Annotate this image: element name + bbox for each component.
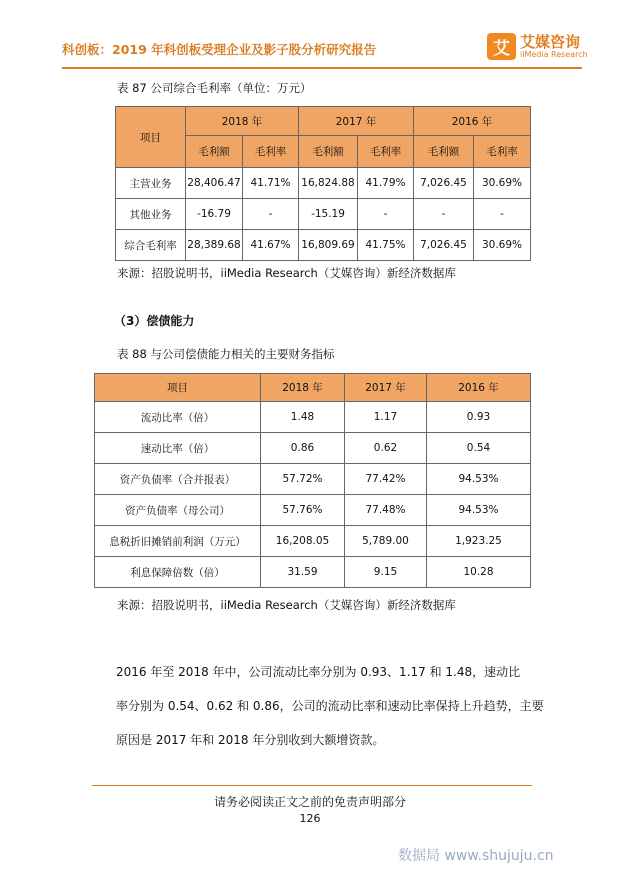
watermark: 数据局 www.shujuju.cn [398, 848, 554, 864]
table-cell: 57.72% [261, 464, 345, 495]
table-cell: 10.28 [427, 557, 531, 588]
body-paragraph-line: 原因是 2017 年和 2018 年分别收到大额增资款。 [116, 733, 385, 747]
table-row [116, 230, 531, 261]
year-header: 2018 年 [186, 107, 299, 136]
table-cell: 30.69% [474, 168, 531, 199]
gross-margin-table [115, 106, 531, 261]
row-label: 综合毛利率 [116, 230, 186, 261]
table-cell: 16,824.88 [299, 168, 358, 199]
table-row [95, 402, 531, 433]
logo-mark-icon: 艾 [487, 33, 516, 60]
table-cell: 28,406.47 [186, 168, 243, 199]
year-header: 2017 年 [299, 107, 414, 136]
table-cell: 28,389.68 [186, 230, 243, 261]
disclaimer-notice: 请务必阅读正文之前的免责声明部分 [213, 795, 406, 809]
table87-caption: 表 87 公司综合毛利率（单位：万元） [117, 81, 312, 95]
year-header: 2016 年 [427, 374, 531, 402]
table-cell: 94.53% [427, 464, 531, 495]
table-cell: 41.67% [243, 230, 299, 261]
logo-name-cn: 艾媒咨询 [520, 32, 581, 51]
table-cell: 7,026.45 [414, 230, 474, 261]
subheader-gross-profit: 毛利额 [299, 136, 358, 168]
table-cell: 5,789.00 [345, 526, 427, 557]
table-cell: 57.76% [261, 495, 345, 526]
table88-source: 来源：招股说明书，iiMedia Research（艾媒咨询）新经济数据库 [117, 598, 456, 612]
table-cell: 41.75% [358, 230, 414, 261]
year-header: 2017 年 [345, 374, 427, 402]
row-label: 流动比率（倍） [95, 402, 261, 433]
subheader-gross-margin: 毛利率 [243, 136, 299, 168]
subheader-gross-margin: 毛利率 [474, 136, 531, 168]
table-cell: 0.62 [345, 433, 427, 464]
header-divider [62, 67, 582, 69]
solvency-table [94, 373, 531, 588]
subheader-gross-profit: 毛利额 [414, 136, 474, 168]
table-row [116, 199, 531, 230]
row-label: 利息保障倍数（倍） [95, 557, 261, 588]
table-cell: 0.54 [427, 433, 531, 464]
table-cell: -15.19 [299, 199, 358, 230]
iimedia-logo [487, 33, 588, 60]
page-number: 126 [299, 812, 321, 825]
table-cell: 0.86 [261, 433, 345, 464]
year-header: 2018 年 [261, 374, 345, 402]
table-cell: - [474, 199, 531, 230]
body-paragraph-line: 2016 年至 2018 年中，公司流动比率分别为 0.93、1.17 和 1.48，速动比 [116, 665, 521, 679]
table-cell: 9.15 [345, 557, 427, 588]
table-cell: 77.48% [345, 495, 427, 526]
body-paragraph-line: 率分别为 0.54、0.62 和 0.86，公司的流动比率和速动比率保持上升趋势，主要 [116, 699, 544, 713]
table-cell: 1,923.25 [427, 526, 531, 557]
table-cell: 41.79% [358, 168, 414, 199]
table-row [95, 495, 531, 526]
subheader-gross-profit: 毛利额 [186, 136, 243, 168]
row-label: 资产负债率（母公司） [95, 495, 261, 526]
table-cell: 1.17 [345, 402, 427, 433]
report-title: 科创板：2019 年科创板受理企业及影子股分析研究报告 [62, 42, 377, 57]
row-label: 主营业务 [116, 168, 186, 199]
row-label: 资产负债率（合并报表） [95, 464, 261, 495]
table88-caption: 表 88 与公司偿债能力相关的主要财务指标 [117, 347, 335, 361]
row-label: 息税折旧摊销前利润（万元） [95, 526, 261, 557]
table-cell: 0.93 [427, 402, 531, 433]
table-cell: 1.48 [261, 402, 345, 433]
logo-name-en: iiMedia Research [520, 49, 588, 59]
table-cell: - [358, 199, 414, 230]
table-row [116, 168, 531, 199]
table87-source: 来源：招股说明书，iiMedia Research（艾媒咨询）新经济数据库 [117, 266, 456, 280]
table-cell: 31.59 [261, 557, 345, 588]
footer-divider [92, 785, 532, 786]
row-label: 其他业务 [116, 199, 186, 230]
table-row [95, 557, 531, 588]
table-cell: -16.79 [186, 199, 243, 230]
table-row [95, 526, 531, 557]
table-cell: 16,208.05 [261, 526, 345, 557]
table-cell: 94.53% [427, 495, 531, 526]
table-cell: - [414, 199, 474, 230]
row-label: 速动比率（倍） [95, 433, 261, 464]
table-cell: 77.42% [345, 464, 427, 495]
table-cell: 16,809.69 [299, 230, 358, 261]
subheader-gross-margin: 毛利率 [358, 136, 414, 168]
table-cell: 30.69% [474, 230, 531, 261]
item-header: 项目 [116, 107, 186, 168]
section-title: （3）偿债能力 [114, 314, 195, 328]
table-row [95, 433, 531, 464]
table-cell: - [243, 199, 299, 230]
item-header: 项目 [95, 374, 261, 402]
table-cell: 41.71% [243, 168, 299, 199]
table-row [95, 464, 531, 495]
table-cell: 7,026.45 [414, 168, 474, 199]
year-header: 2016 年 [414, 107, 531, 136]
